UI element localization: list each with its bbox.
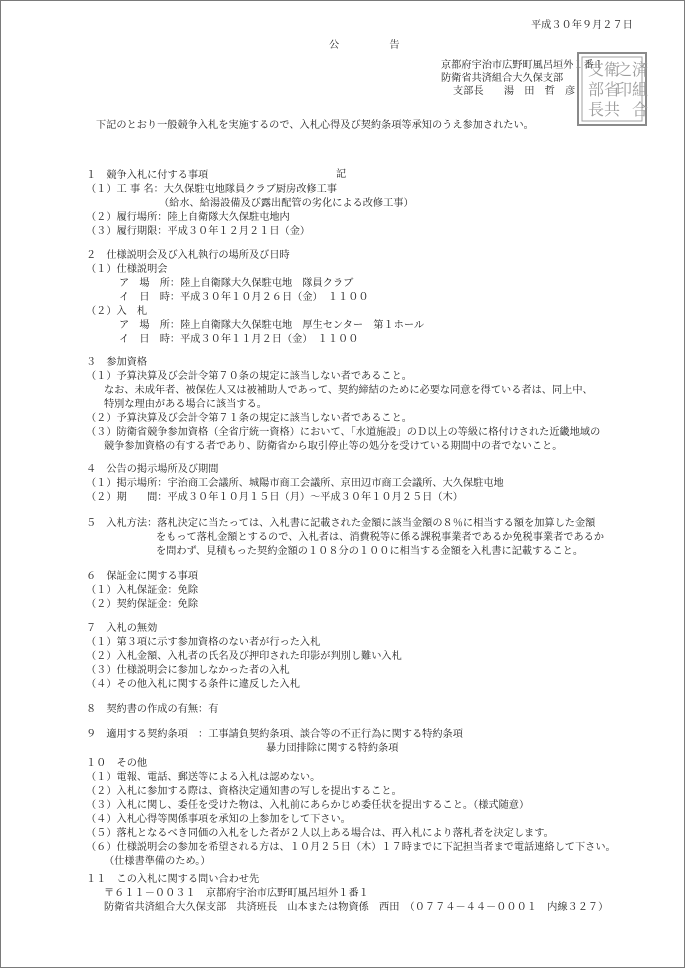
- seal-char: 支衛: [588, 60, 621, 79]
- intro-text: 下記のとおり一般競争入札を実施するので、入札心得及び契約条項等承知のうえ参加されたい。: [96, 120, 534, 131]
- section-5-line: ５ 入札方法：落札決定に当たっては、入札書に記載された金額に該当金額の８％に相当する額を加算した金額: [86, 518, 596, 529]
- section-2-line: ア 場 所：陸上自衛隊大久保駐屯地 厚生センター 第１ホール: [119, 320, 425, 331]
- section-10-line: （仕様書準備のため。）: [104, 856, 211, 867]
- section-3-line: 競争参加資格の有する者であり、防衛省から取引停止等の処分を受けている期間中の者でないこと。: [104, 441, 563, 452]
- section-3-line: 特別な理由がある場合に該当する。: [104, 399, 267, 410]
- section-5-line: をもって落札金額とするので、入札者は、消費税等に係る課税事業者であるか免税事業者であるか: [156, 532, 605, 543]
- section-10-heading: １０ その他: [86, 758, 148, 769]
- section-7-line: （２）入札金額、入札者の氏名及び押印された印影が判別し難い入札: [86, 651, 402, 662]
- section-1-line: （３）履行期限：平成３０年１２月２１日（金）: [86, 226, 311, 237]
- section-9-line: 暴力団排除に関する特約条項: [266, 743, 399, 754]
- section-6-line: （１）入札保証金：免除: [86, 585, 199, 596]
- section-10-line: （５）落札となるべき同価の入札をした者が２人以上ある場合は、再入札により落札者を決定します。: [86, 828, 554, 839]
- official-seal: [576, 51, 648, 127]
- section-3-heading: ３ 参加資格: [86, 357, 148, 368]
- section-4-line: （２）期 間：平成３０年１０月１５日（月）～平成３０年１０月２５日（木）: [86, 492, 463, 503]
- section-10-line: （２）入札に参加する際は、資格決定通知書の写しを提出すること。: [86, 786, 402, 797]
- section-7-line: （４）その他入札に関する条件に違反した入札: [86, 679, 300, 690]
- section-10-line: （６）仕様説明会の参加を希望される方は、１０月２５日（木）１７時までに下記担当者まで電話連絡して下さい。: [86, 842, 616, 853]
- section-7-heading: ７ 入札の無効: [86, 623, 158, 634]
- section-1-line: （給水、給湯設備及び露出配管の劣化による改修工事）: [159, 198, 414, 209]
- section-8-heading: ８ 契約書の作成の有無：有: [86, 704, 219, 715]
- contact-person: 防衛省共済組合大久保支部 共済班長 山本または物資係 西田 （０７７４－４４－０００１ 内線３２７）: [104, 902, 609, 913]
- issuer-chief: 支部長 湯 田 哲 彦: [453, 86, 576, 97]
- section-1-heading: １ 競争入札に付する事項: [86, 170, 209, 181]
- section-10-line: （３）入札に関し、委任を受けた物は、入札前にあらかじめ委任状を提出すること。（様式随意）: [86, 800, 530, 811]
- notice-date: 平成３０年９月２７日: [531, 20, 633, 31]
- issuer-organization: 防衛省共済組合大久保支部: [441, 73, 564, 84]
- section-2-line: （１）仕様説明会: [86, 264, 168, 275]
- section-2-line: ア 場 所：陸上自衛隊大久保駐屯地 隊員クラブ: [119, 278, 354, 289]
- section-3-line: （３）防衛省競争参加資格（全省庁統一資格）において、「水道施設」のＤ以上の等級に格付けされた近畿地域の: [86, 427, 601, 438]
- section-3-line: なお、未成年者、被保佐人又は被補助人であって、契約締結のために必要な同意を得ている者は、同上中、: [104, 385, 593, 396]
- contact-address: 〒６１１－００３１ 京都府宇治市広野町風呂垣外１番１: [104, 888, 369, 899]
- issuer-address: 京都府宇治市広野町風呂垣外１番１: [441, 60, 604, 71]
- seal-char: 之済: [616, 60, 648, 79]
- section-10-line: （１）電報、電話、郵送等による入札は認めない。: [86, 772, 321, 783]
- section-7-line: （１）第３項に示す参加資格のない者が行った入札: [86, 637, 321, 648]
- section-4-heading: ４ 公告の掲示場所及び期間: [86, 464, 219, 475]
- section-9-line: ９ 適用する契約条項 ：工事請負契約条項、談合等の不正行為に関する特約条項: [86, 729, 463, 740]
- section-7-line: （３）仕様説明会に参加しなかった者の入札: [86, 665, 290, 676]
- ki-heading: 記: [336, 169, 347, 180]
- seal-char: 合: [616, 100, 648, 119]
- section-4-line: （１）掲示場所：宇治商工会議所、城陽市商工会議所、京田辺市商工会議所、大久保駐屯地: [86, 478, 504, 489]
- seal-char: 長共: [588, 100, 621, 119]
- section-5-line: を問わず、見積もった契約金額の１０８分の１００に相当する金額を入札書に記載すること。: [156, 546, 584, 557]
- section-1-line: （２）履行場所：陸上自衛隊大久保駐屯地内: [86, 212, 290, 223]
- section-2-heading: ２ 仕様説明会及び入札執行の場所及び日時: [86, 250, 290, 261]
- section-6-line: （２）契約保証金：免除: [86, 599, 199, 610]
- section-2-line: イ 日 時：平成３０年１１月２日（金） １１００: [119, 334, 359, 345]
- section-2-line: （２）入 札: [86, 306, 148, 317]
- seal-char: 部省: [588, 80, 621, 99]
- section-3-line: （１）予算決算及び会計令第７０条の規定に該当しない者であること。: [86, 371, 412, 382]
- section-3-line: （２）予算決算及び会計令第７１条の規定に該当しない者であること。: [86, 413, 412, 424]
- section-10-line: （４）入札心得等関係事項を承知の上参加をして下さい。: [86, 814, 351, 825]
- section-11-heading: １１ この入札に関する問い合わせ先: [86, 874, 260, 885]
- section-1-line: （１）工 事 名：大久保駐屯地隊員クラブ厨房改修工事: [86, 184, 337, 195]
- seal-char: 印組: [616, 80, 648, 99]
- notice-title: 公 告: [329, 40, 420, 51]
- section-6-heading: ６ 保証金に関する事項: [86, 571, 199, 582]
- section-2-line: イ 日 時：平成３０年１０月２６日（金） １１００: [119, 292, 369, 303]
